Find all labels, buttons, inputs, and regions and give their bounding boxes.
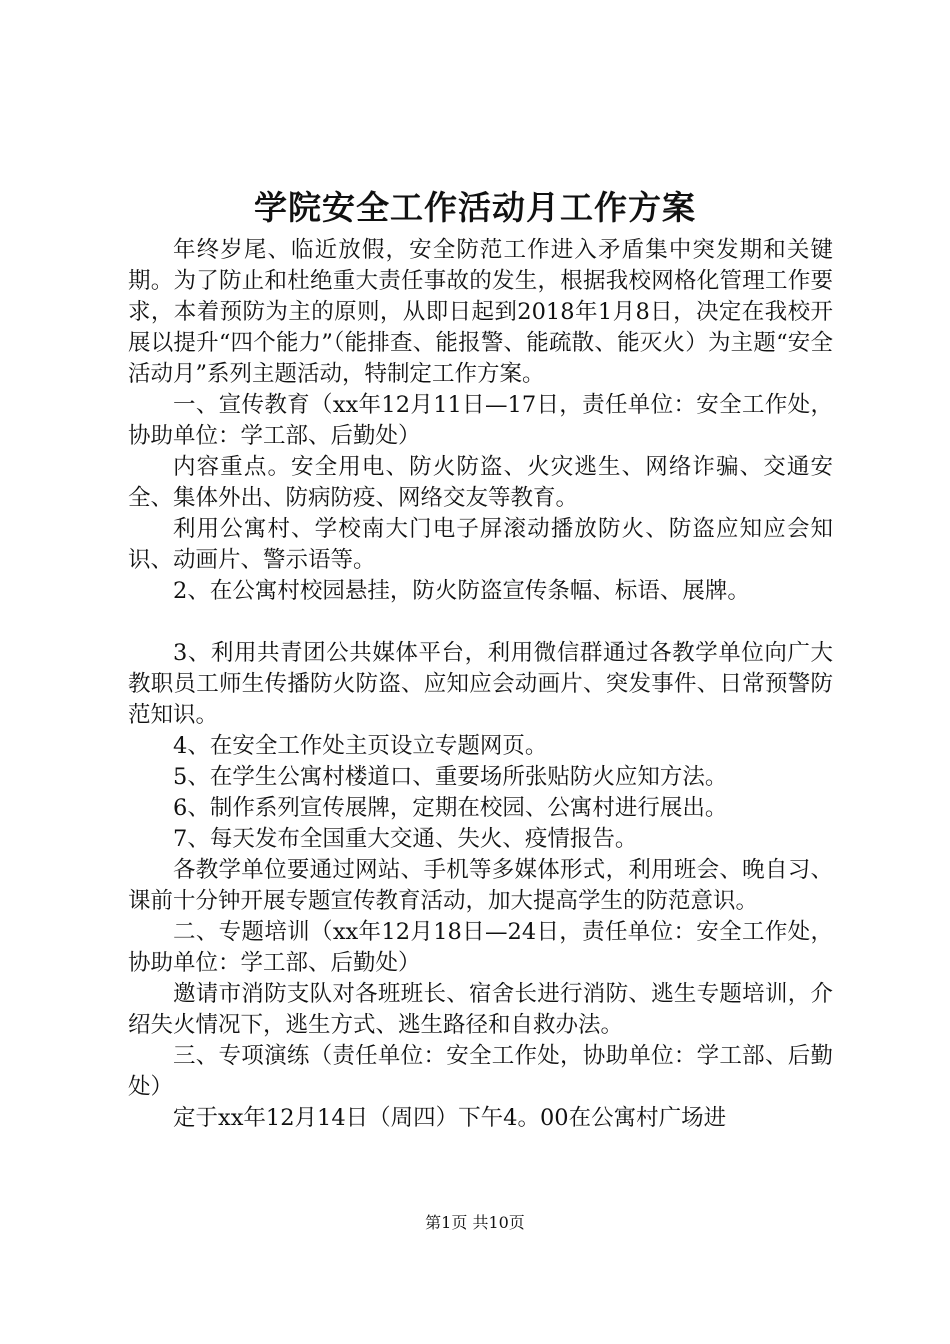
paragraph-item-3: 3、利用共青团公共媒体平台，利用微信群通过各教学单位向广大教职员工师生传播防火防盗、应知应会动画片、突发事件、日常预警防范知识。 bbox=[128, 640, 833, 728]
paragraph-content-focus: 内容重点。安全用电、防火防盗、火灾逃生、网络诈骗、交通安全、集体外出、防病防疫、网络交友等教育。 bbox=[128, 454, 833, 511]
paragraph-section-2-heading: 二、专题培训（xx年12月18日—24日，责任单位：安全工作处，协助单位：学工部、后勤处） bbox=[128, 919, 833, 976]
paragraph-item-1: 利用公寓村、学校南大门电子屏滚动播放防火、防盗应知应会知识、动画片、警示语等。 bbox=[128, 516, 833, 573]
paragraph-drill: 定于xx年12月14日（周四）下午4。00在公寓村广场进 bbox=[173, 1105, 727, 1131]
paragraph-section-1-heading: 一、宣传教育（xx年12月11日—17日，责任单位：安全工作处，协助单位：学工部、后勤处） bbox=[128, 392, 833, 449]
paragraph-item-5: 5、在学生公寓村楼道口、重要场所张贴防火应知方法。 bbox=[173, 764, 728, 790]
paragraph-item-6: 6、制作系列宣传展牌，定期在校园、公寓村进行展出。 bbox=[173, 795, 728, 821]
paragraph-training: 邀请市消防支队对各班班长、宿舍长进行消防、逃生专题培训，介绍失火情况下，逃生方式、逃生路径和自救办法。 bbox=[128, 981, 833, 1038]
paragraph-units-requirement: 各教学单位要通过网站、手机等多媒体形式，利用班会、晚自习、课前十分钟开展专题宣传教育活动，加大提高学生的防范意识。 bbox=[128, 857, 833, 914]
page-number-footer: 第1页 共10页 bbox=[425, 1213, 525, 1232]
document-title: 学院安全工作活动月工作方案 bbox=[254, 188, 696, 227]
paragraph-item-4: 4、在安全工作处主页设立专题网页。 bbox=[173, 733, 548, 759]
paragraph-section-3-heading: 三、专项演练（责任单位：安全工作处，协助单位：学工部、后勤处） bbox=[128, 1043, 833, 1100]
document-body bbox=[128, 235, 833, 1134]
paragraph-item-2: 2、在公寓村校园悬挂，防火防盗宣传条幅、标语、展牌。 bbox=[173, 578, 750, 604]
paragraph-item-7: 7、每天发布全国重大交通、失火、疫情报告。 bbox=[173, 826, 638, 852]
paragraph-intro: 年终岁尾、临近放假，安全防范工作进入矛盾集中突发期和关键期。为了防止和杜绝重大责任事故的发生，根据我校网格化管理工作要求，本着预防为主的原则，从即日起到2018年1月8日，决定在我校开展以提升“四个能力”（能排查、能报警、能疏散、能灭火）为主题“安全活动月”系列主题活动，特制定工作方案。 bbox=[128, 237, 833, 387]
